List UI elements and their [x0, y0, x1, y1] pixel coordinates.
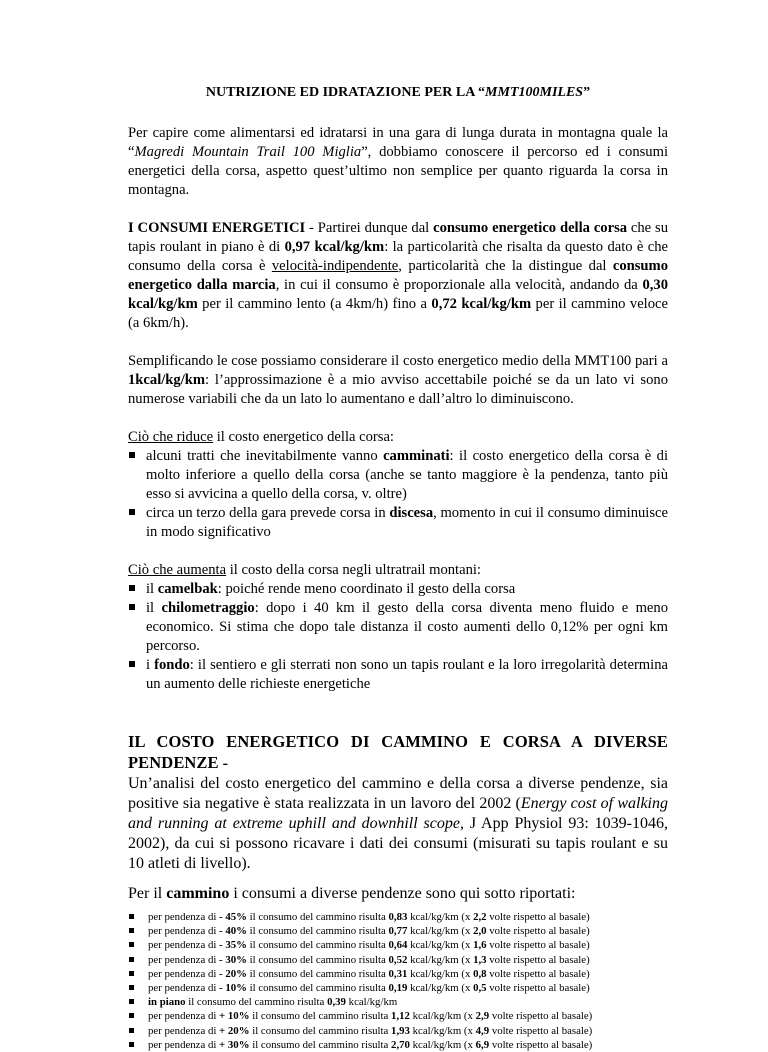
- text: volte rispetto al basale): [486, 939, 590, 952]
- text: volte rispetto al basale): [489, 1010, 593, 1023]
- consumi-paragraph: [128, 219, 668, 333]
- text: per pendenza di: [148, 1010, 220, 1023]
- semplificando-paragraph: [128, 352, 668, 409]
- title-prefix: NUTRIZIONE ED IDRATAZIONE PER LA “: [205, 85, 486, 100]
- text: per pendenza di: [148, 939, 220, 952]
- list-item: [128, 938, 668, 952]
- bold-text: 0,19: [388, 982, 408, 995]
- text: per pendenza di: [148, 925, 220, 938]
- bold-text: camminati: [383, 448, 450, 464]
- text: volte rispetto al basale): [489, 1024, 593, 1037]
- bold-text: + 30%: [219, 1038, 250, 1051]
- list-item: [128, 1024, 668, 1038]
- text: il consumo del cammino risulta: [249, 1038, 392, 1051]
- bold-text: 2,2: [473, 911, 487, 923]
- list-item: [128, 656, 668, 694]
- text: kcal/kg/km (x: [409, 1038, 476, 1051]
- text: il consumo del cammino risulta: [249, 1010, 392, 1023]
- text: , momento in cui il consumo diminuisce in modo significativo: [146, 505, 668, 540]
- text: : l’approssimazione è a mio avviso accettabile poiché se da un lato vi sono numerose variabili che da un lato lo aumentano e dall’altro lo diminuiscono.: [128, 372, 668, 407]
- bold-text: 0,64: [388, 939, 408, 952]
- underlined-text: velocità-indipendente: [271, 258, 399, 274]
- text: volte rispetto al basale): [486, 982, 590, 995]
- text: il costo energetico della corsa:: [213, 429, 394, 445]
- text: il consumo del cammino risulta: [249, 1024, 392, 1037]
- text: volte rispetto al basale): [486, 911, 590, 923]
- text: il consumo del cammino risulta: [246, 939, 389, 952]
- riduce-heading: [128, 428, 668, 447]
- citation-title: Energy cost of walking and running at extreme uphill and downhill scope: [128, 795, 668, 832]
- bold-text: chilometraggio: [161, 600, 255, 616]
- text: per pendenza di: [148, 953, 220, 966]
- text: kcal/kg/km (x: [407, 925, 474, 938]
- bold-text: consumo energetico della corsa: [433, 220, 628, 236]
- text: kcal/kg/km (x: [407, 967, 474, 980]
- bold-text: 4,9: [475, 1024, 490, 1037]
- text: , in cui il consumo è proporzionale alla velocità, andando da: [275, 277, 643, 293]
- cammino-intro: [128, 884, 668, 904]
- text: - Partirei dunque dal: [305, 220, 434, 236]
- bold-text: - 10%: [219, 982, 247, 995]
- text: i: [146, 657, 155, 673]
- text: Un’analisi del costo energetico del cammino e della corsa a diverse pendenze, sia positive sia negative è stata realizzata in un lavoro del 2002 (: [128, 775, 668, 812]
- section-heading: I CONSUMI ENERGETICI: [128, 220, 306, 236]
- list-item: [128, 981, 668, 995]
- bold-text: discesa: [389, 505, 434, 521]
- text: per pendenza di: [148, 911, 220, 923]
- bold-text: - 30%: [219, 953, 247, 966]
- text: ”, dobbiamo conoscere il percorso ed i consumi energetici della corsa, aspetto quest’ultimo non semplice per quanto riguarda la corsa in montagna.: [128, 144, 668, 198]
- bold-text: 1,93: [391, 1024, 410, 1037]
- pendenze-paragraph: [128, 732, 668, 874]
- riduce-list: [128, 447, 668, 542]
- bold-text: 0,31: [388, 967, 408, 980]
- bold-text: 0,72 kcal/kg/km: [431, 296, 532, 312]
- bold-text: in piano: [148, 996, 186, 1009]
- text: : il sentiero e gli sterrati non sono un tapis roulant e la loro irregolarità determina un aumento delle richieste energetiche: [146, 657, 668, 692]
- text: per pendenza di: [148, 982, 220, 995]
- bold-text: + 20%: [219, 1024, 250, 1037]
- text: volte rispetto al basale): [486, 967, 590, 980]
- bold-text: - 20%: [219, 967, 247, 980]
- bold-text: camelbak: [157, 581, 218, 597]
- text: per il cammino lento (a 4km/h) fino a: [197, 296, 432, 312]
- bold-text: - 40%: [219, 925, 247, 938]
- bold-text: 0,52: [388, 953, 408, 966]
- text: che su tapis roulant in piano è di: [128, 220, 668, 255]
- bold-text: 1,3: [473, 953, 487, 966]
- bold-text: - 45%: [219, 911, 247, 923]
- text: i consumi a diverse pendenze sono qui sotto riportati:: [229, 885, 576, 902]
- text: per pendenza di: [148, 967, 220, 980]
- text: kcal/kg/km (x: [409, 1010, 476, 1023]
- text: il consumo del cammino risulta: [246, 953, 389, 966]
- text: kcal/kg/km (x: [407, 982, 474, 995]
- bold-text: 1,6: [473, 939, 487, 952]
- text: kcal/kg/km: [345, 996, 398, 1009]
- text: Semplificando le cose possiamo considerare il costo energetico medio della MMT100 pari a: [128, 353, 668, 369]
- section-heading: IL COSTO ENERGETICO DI CAMMINO E CORSA A DIVERSE PENDENZE: [128, 732, 668, 772]
- text: : dopo i 40 km il gesto della corsa diventa meno fluido e meno economico. Si stima che dopo tale distanza il costo aumenti dello 0,12% per ogni km percorso.: [146, 600, 668, 654]
- bold-text: 0,8: [473, 967, 487, 980]
- text: : poiché rende meno coordinato il gesto della corsa: [217, 581, 516, 597]
- list-item: [128, 910, 668, 924]
- underlined-text: Ciò che riduce: [128, 429, 214, 445]
- text: kcal/kg/km (x: [407, 939, 474, 952]
- text: volte rispetto al basale): [486, 925, 590, 938]
- list-item: [128, 580, 668, 599]
- list-item: [128, 953, 668, 967]
- bold-text: 2,70: [391, 1038, 410, 1051]
- heading-dash: -: [218, 755, 228, 772]
- text: volte rispetto al basale): [486, 953, 590, 966]
- text: il consumo del cammino risulta: [185, 996, 328, 1009]
- bold-text: fondo: [154, 657, 190, 673]
- pendenze-section: [128, 732, 668, 1052]
- document-title: [128, 84, 668, 102]
- bold-text: - 35%: [219, 939, 247, 952]
- bold-text: 2,0: [473, 925, 487, 938]
- text: kcal/kg/km (x: [407, 953, 474, 966]
- bold-text: 0,77: [388, 925, 408, 938]
- bold-text: 1,12: [391, 1010, 410, 1023]
- bold-text: 0,83: [388, 911, 408, 923]
- aumenta-list: [128, 580, 668, 694]
- text: : il costo energetico della corsa è di molto inferiore a quello della corsa (anche se tanto maggiore è la pendenza, tanto più esso si avvicina a quello della corsa, v. oltre): [146, 448, 669, 502]
- text: alcuni tratti che inevitabilmente vanno: [146, 448, 384, 464]
- bold-text: 0,97 kcal/kg/km: [284, 239, 385, 255]
- text: per il cammino veloce (a 6km/h).: [128, 296, 668, 331]
- text: Per il: [128, 885, 167, 902]
- cammino-list: [128, 910, 668, 1052]
- text: Per capire come alimentarsi ed idratarsi in una gara di lunga durata in montagna quale la “: [128, 125, 668, 160]
- bold-text: 0,5: [473, 982, 487, 995]
- bold-text: 2,9: [475, 1010, 490, 1023]
- list-item: [128, 447, 668, 504]
- list-item: [128, 599, 668, 656]
- title-suffix: ”: [583, 85, 591, 100]
- bold-text: + 10%: [219, 1010, 250, 1023]
- race-full-name: Magredi Mountain Trail 100 Miglia: [134, 144, 362, 160]
- text: circa un terzo della gara prevede corsa in: [146, 505, 390, 521]
- text: volte rispetto al basale): [489, 1038, 593, 1051]
- list-item: [128, 504, 668, 542]
- text: per pendenza di: [148, 1038, 220, 1051]
- list-item: [128, 1009, 668, 1023]
- text: il costo della corsa negli ultratrail montani:: [226, 562, 481, 578]
- list-item: [128, 995, 668, 1009]
- title-race-name: MMT100MILES: [485, 85, 584, 100]
- bold-text: 6,9: [475, 1038, 490, 1051]
- text: il consumo del cammino risulta: [246, 982, 389, 995]
- text: , J App Physiol 93: 1039-1046, 2002), da cui si possono ricavare i dati dei consumi (misurati su tapis roulant e su 10 atleti di livello).: [128, 815, 668, 872]
- text: il: [146, 581, 158, 597]
- text: il consumo del cammino risulta: [246, 925, 389, 938]
- list-item: [128, 924, 668, 938]
- text: : la particolarità che risalta da questo dato è che consumo della corsa è: [128, 239, 668, 274]
- text: kcal/kg/km (x: [407, 911, 474, 923]
- underlined-text: Ciò che aumenta: [128, 562, 227, 578]
- list-item: [128, 967, 668, 981]
- text: per pendenza di: [148, 1024, 220, 1037]
- bold-text: 1kcal/kg/km: [128, 372, 206, 388]
- text: kcal/kg/km (x: [409, 1024, 476, 1037]
- text: , particolarità che la distingue dal: [398, 258, 613, 274]
- intro-paragraph: [128, 124, 668, 200]
- text: il consumo del cammino risulta: [246, 911, 389, 923]
- text: il consumo del cammino risulta: [246, 967, 389, 980]
- bold-text: 0,39: [327, 996, 346, 1009]
- text: il: [146, 600, 162, 616]
- aumenta-heading: [128, 561, 668, 580]
- bold-text: 0,30 kcal/kg/km: [128, 277, 669, 312]
- bold-text: consumo energetico dalla marcia: [128, 258, 668, 293]
- bold-text: cammino: [166, 885, 230, 902]
- list-item: [128, 1038, 668, 1052]
